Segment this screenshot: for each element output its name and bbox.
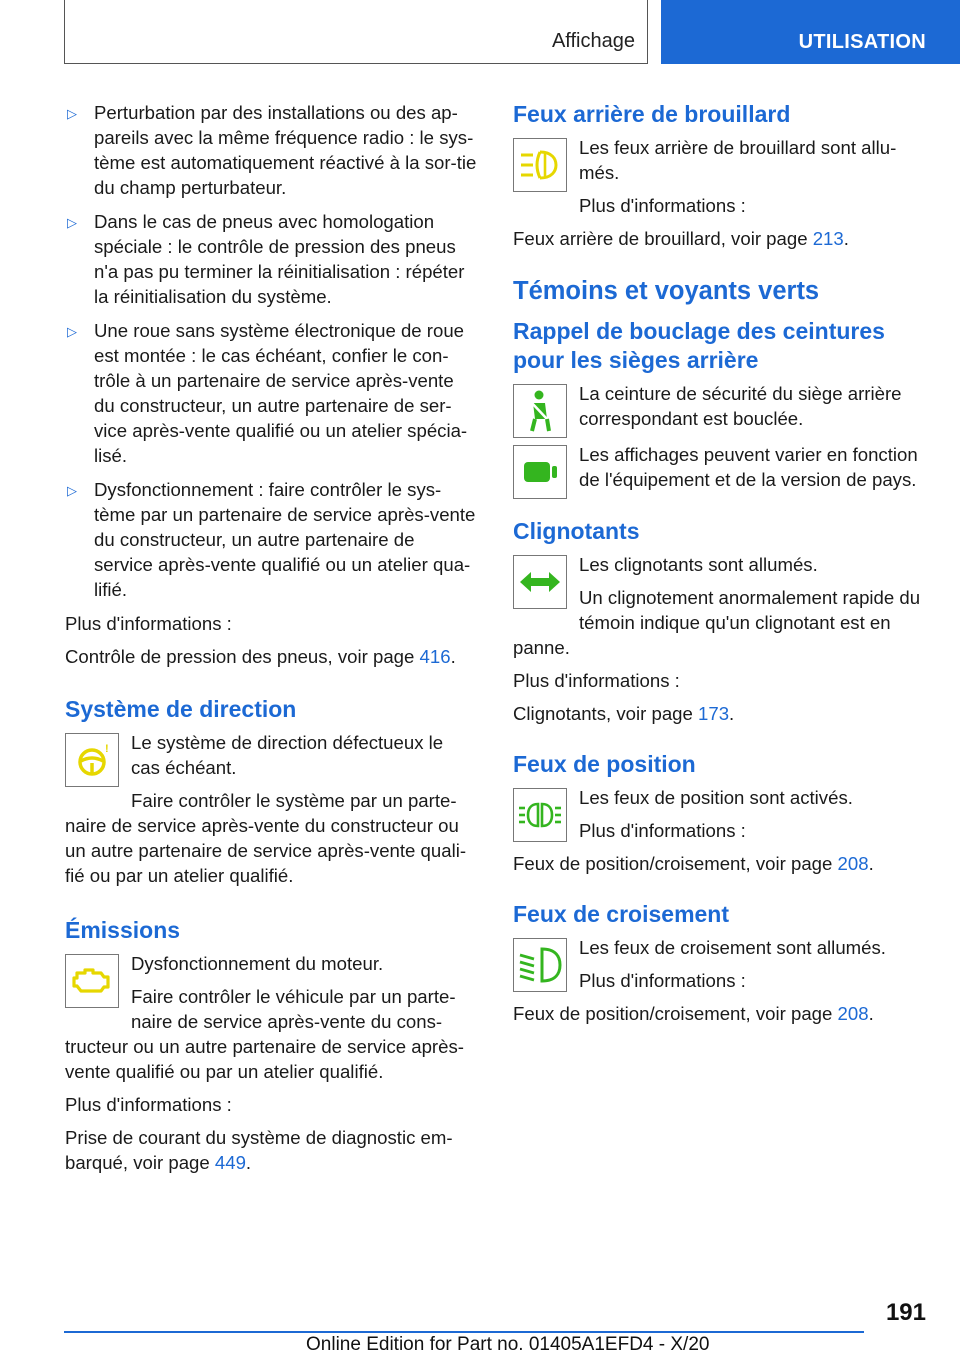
footer-divider — [64, 1331, 864, 1333]
page-link[interactable]: 213 — [812, 228, 844, 249]
page-link[interactable]: 416 — [419, 646, 451, 667]
list-item: ▷ Dans le cas de pneus avec homologation spéciale : le contrôle de pression des pneus n'a pas pu terminer la réinitialisation : répéter la réinitialisation du système. — [67, 211, 465, 307]
emissions-text-1: Dysfonctionnement du moteur. — [131, 953, 384, 974]
turn-signal-arrows-icon — [513, 555, 567, 609]
triangle-bullet-icon: ▷ — [67, 106, 77, 121]
steering-text-1: Le système de direction défectueux le cas échéant. — [131, 732, 444, 778]
emissions-text-2: Faire contrôler le véhicule par un parte-naire de service après-vente du cons-tructeur ou un autre partenaire de service après-vente qualifié ou par un atelier qualifié. — [65, 986, 464, 1082]
page-link[interactable]: 449 — [214, 1152, 246, 1173]
turn-text-1: Les clignotants sont allumés. — [579, 554, 818, 575]
list-item: ▷ Dysfonctionnement : faire contrôler le sys-tème par un partenaire de service après-vente du constructeur, un autre partenaire de service après-vente qualifié ou un atelier qua-lifié. — [67, 479, 476, 600]
more-info-label: Plus d'informations : — [513, 670, 680, 691]
header-section-box — [64, 0, 648, 64]
turn-text-2: Un clignotement anormalement rapide du témoin indique qu'un clignotant est en panne. — [513, 587, 921, 658]
more-info-label: Plus d'informations : — [579, 820, 746, 841]
low-beam-heading: Feux de croisement — [513, 901, 730, 927]
triangle-bullet-icon: ▷ — [67, 215, 77, 230]
list-item: ▷ Une roue sans système électronique de roue est montée : le cas échéant, confier le con-trôle à un partenaire de service après-vente du constructeur, un autre partenaire de ser-vice après-vente qualifié ou un atelier spécia-lisé. — [67, 320, 468, 466]
turn-signal-heading: Clignotants — [513, 518, 640, 544]
header-section-title: Affichage — [551, 30, 635, 52]
position-reference: Feux de position/croisement, voir page 208. — [513, 853, 874, 874]
steering-text-2: Faire contrôler le système par un parte-naire de service après-vente du constructeur ou un autre partenaire de service après-vente quali-fié ou par un atelier qualifié. — [65, 790, 467, 886]
header-chapter-tab[interactable] — [661, 0, 960, 64]
more-info-label: Plus d'informations : — [579, 970, 746, 991]
page-link[interactable]: 173 — [698, 703, 730, 724]
emissions-heading: Émissions — [65, 917, 181, 943]
left-column — [65, 100, 477, 1183]
seatbelt-text-1: La ceinture de sécurité du siège arrière correspondant est bouclée. — [579, 383, 902, 429]
triangle-bullet-icon: ▷ — [67, 483, 77, 498]
seatbelt-heading: Rappel de bouclage des ceintures pour les sièges arrière — [513, 318, 885, 373]
page-link[interactable]: 208 — [837, 1003, 869, 1024]
rear-fog-light-icon — [513, 138, 567, 192]
fog-text-1: Les feux arrière de brouillard sont allu-més. — [579, 137, 897, 183]
more-info-label: Plus d'informations : — [579, 195, 746, 216]
list-item: ▷ Perturbation par des installations ou des ap-pareils avec la même fréquence radio : le sys-tème est automatiquement réactivé à la sor-tie du champ perturbateur. — [67, 102, 477, 198]
turn-reference: Clignotants, voir page 173. — [513, 703, 735, 724]
lowbeam-text-1: Les feux de croisement sont allumés. — [579, 937, 886, 958]
more-info-label: Plus d'informations : — [65, 1094, 232, 1115]
tire-pressure-reference: Contrôle de pression des pneus, voir page 416. — [65, 646, 456, 667]
seatbelt-icon — [513, 384, 567, 438]
diagnostic-reference: Prise de courant du système de diagnostic em-barqué, voir page 449. — [65, 1127, 453, 1173]
lowbeam-reference: Feux de position/croisement, voir page 208. — [513, 1003, 874, 1024]
right-column — [513, 100, 928, 1034]
more-info-label: Plus d'informations : — [65, 613, 232, 634]
svg-text:!: ! — [105, 743, 109, 755]
position-light-icon — [513, 788, 567, 842]
header-chapter-title: UTILISATION — [798, 31, 926, 53]
page-number: 191 — [885, 1299, 926, 1326]
low-beam-icon — [513, 938, 567, 992]
fog-heading: Feux arrière de brouillard — [513, 101, 791, 127]
triangle-bullet-icon: ▷ — [67, 324, 77, 339]
steering-warning-icon — [65, 733, 119, 787]
rear-seat-indicator-icon — [513, 445, 567, 499]
steering-heading: Système de direction — [65, 696, 297, 722]
page-link[interactable]: 208 — [837, 853, 869, 874]
green-indicators-heading: Témoins et voyants verts — [513, 277, 820, 305]
fog-reference: Feux arrière de brouillard, voir page 213. — [513, 228, 849, 249]
position-light-heading: Feux de position — [513, 751, 696, 777]
position-text-1: Les feux de position sont activés. — [579, 787, 853, 808]
edition-footer: Online Edition for Part no. 01405A1EFD4 - X/20 — [306, 1334, 710, 1355]
seatbelt-text-2: Les affichages peuvent varier en fonction de l'équipement et de la version de pays. — [579, 444, 918, 490]
engine-check-icon — [65, 954, 119, 1008]
